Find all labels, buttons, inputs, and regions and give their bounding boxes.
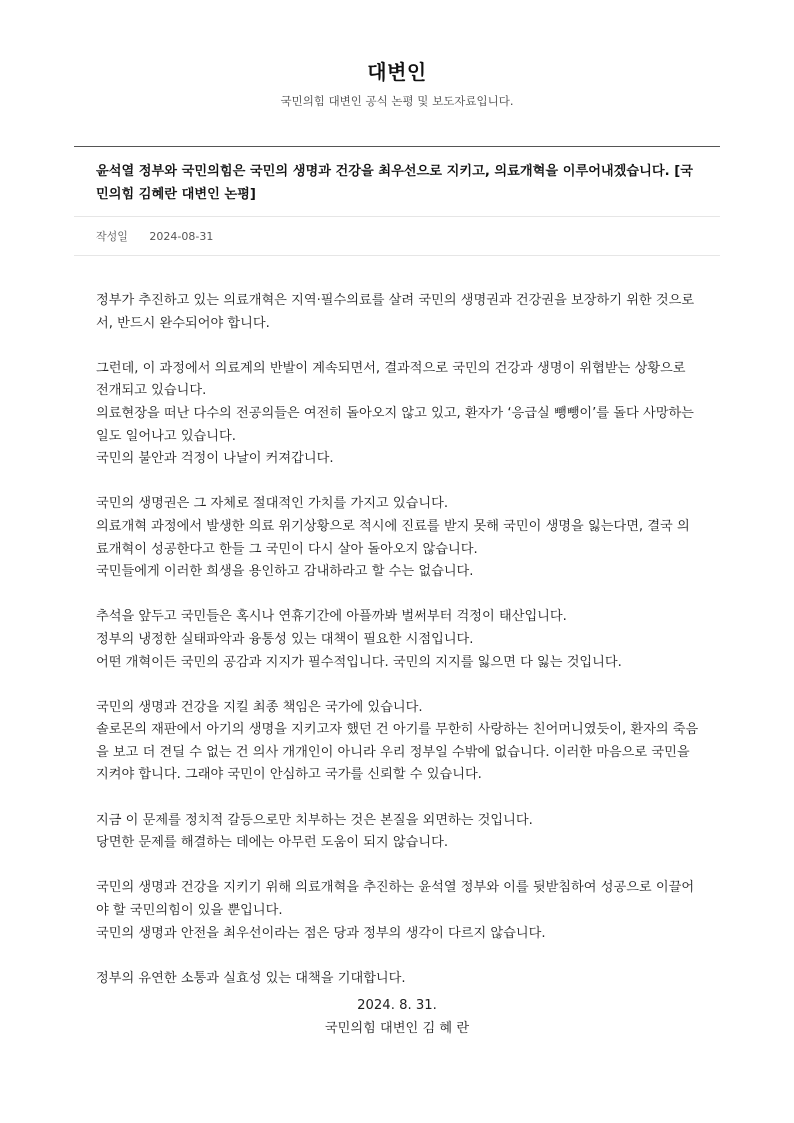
article-meta [96,228,213,244]
article-date: 2024-08-31 [149,230,214,243]
paragraph-line: 국민의 불안과 걱정이 나날이 커져갑니다. [96,451,334,467]
paragraph-line: 지금 이 문제를 정치적 갈등으로만 치부하는 것은 본질을 외면하는 것입니다. [96,812,533,828]
page-subtitle: 국민의힘 대변인 공식 논평 및 보도자료입니다. [280,94,514,108]
signature [0,995,794,1040]
title-divider [74,216,720,217]
paragraph-line: 국민들에게 이러한 희생을 용인하고 감내하라고 할 수는 없습니다. [96,564,474,580]
article-title: 윤석열 정부와 국민의힘은 국민의 생명과 건강을 최우선으로 지키고, 의료개혁을 이루어내겠습니다. [국민의힘 김혜란 대변인 논평] [96,164,693,202]
page-title: 대변인 [367,60,427,84]
paragraph [96,810,700,855]
paragraph [96,493,700,583]
paragraph-line: 추석을 앞두고 국민들은 혹시나 연휴기간에 아플까봐 벌써부터 걱정이 태산입니다. [96,609,567,625]
meta-divider [74,255,720,256]
paragraph-line: 국민의 생명과 건강을 지키기 위해 의료개혁을 추진하는 윤석열 정부와 이를 뒷받침하여 성공으로 이끌어야 할 국민의힘이 있을 뿐입니다. [96,880,695,919]
paragraph-line: 어떤 개혁이든 국민의 공감과 지지가 필수적입니다. 국민의 지지를 잃으면 다 잃는 것입니다. [96,654,622,670]
paragraph [96,606,700,674]
paragraph [96,877,700,945]
paragraph [96,968,700,991]
paragraph-line: 그런데, 이 과정에서 의료계의 반발이 계속되면서, 결과적으로 국민의 건강과 생명이 위협받는 상황으로 전개되고 있습니다. [96,360,686,399]
paragraph-line: 정부의 유연한 소통과 실효성 있는 대책을 기대합니다. [96,970,406,986]
header-divider [74,146,720,147]
article-body [96,290,700,1013]
paragraph-line: 당면한 문제를 해결하는 데에는 아무런 도움이 되지 않습니다. [96,835,449,851]
paragraph [96,358,700,471]
paragraph [96,290,700,335]
paragraph-line: 솔로몬의 재판에서 아기의 생명을 지키고자 했던 건 아기를 무한히 사랑하는 친어머니였듯이, 환자의 죽음을 보고 더 견딜 수 없는 건 의사 개개인이 아니라 우리 정부일 수밖에 없습니다. 이러한 마음으로 국민을 지켜야 합니다. 그래야 국민이 안심하고 국가를 신뢰할 수 있습니다. [96,722,699,783]
date-label: 작성일 [96,230,128,243]
paragraph-line: 의료현장을 떠난 다수의 전공의들은 여전히 돌아오지 않고 있고, 환자가 ‘응급실 뺑뺑이’를 돌다 사망하는 일도 일어나고 있습니다. [96,405,694,444]
paragraph-line: 의료개혁 과정에서 발생한 의료 위기상황으로 적시에 진료를 받지 못해 국민이 생명을 잃는다면, 결국 의료개혁이 성공한다고 한들 그 국민이 다시 살아 돌아오지 않습니다. [96,518,690,557]
paragraph-line: 정부의 냉정한 실태파악과 융통성 있는 대책이 필요한 시점입니다. [96,631,474,647]
paragraph-line: 국민의 생명과 건강을 지킬 최종 책임은 국가에 있습니다. [96,699,423,715]
paragraph-line: 국민의 생명권은 그 자체로 절대적인 가치를 가지고 있습니다. [96,496,449,512]
paragraph-line: 정부가 추진하고 있는 의료개혁은 지역·필수의료를 살려 국민의 생명권과 건강권을 보장하기 위한 것으로서, 반드시 완수되어야 합니다. [96,293,695,331]
paragraph [96,697,700,787]
signature-date: 2024. 8. 31. [357,998,437,1013]
paragraph-line: 국민의 생명과 안전을 최우선이라는 점은 당과 정부의 생각이 다르지 않습니다. [96,925,546,941]
signature-name: 국민의힘 대변인 김 혜 란 [324,1020,470,1036]
